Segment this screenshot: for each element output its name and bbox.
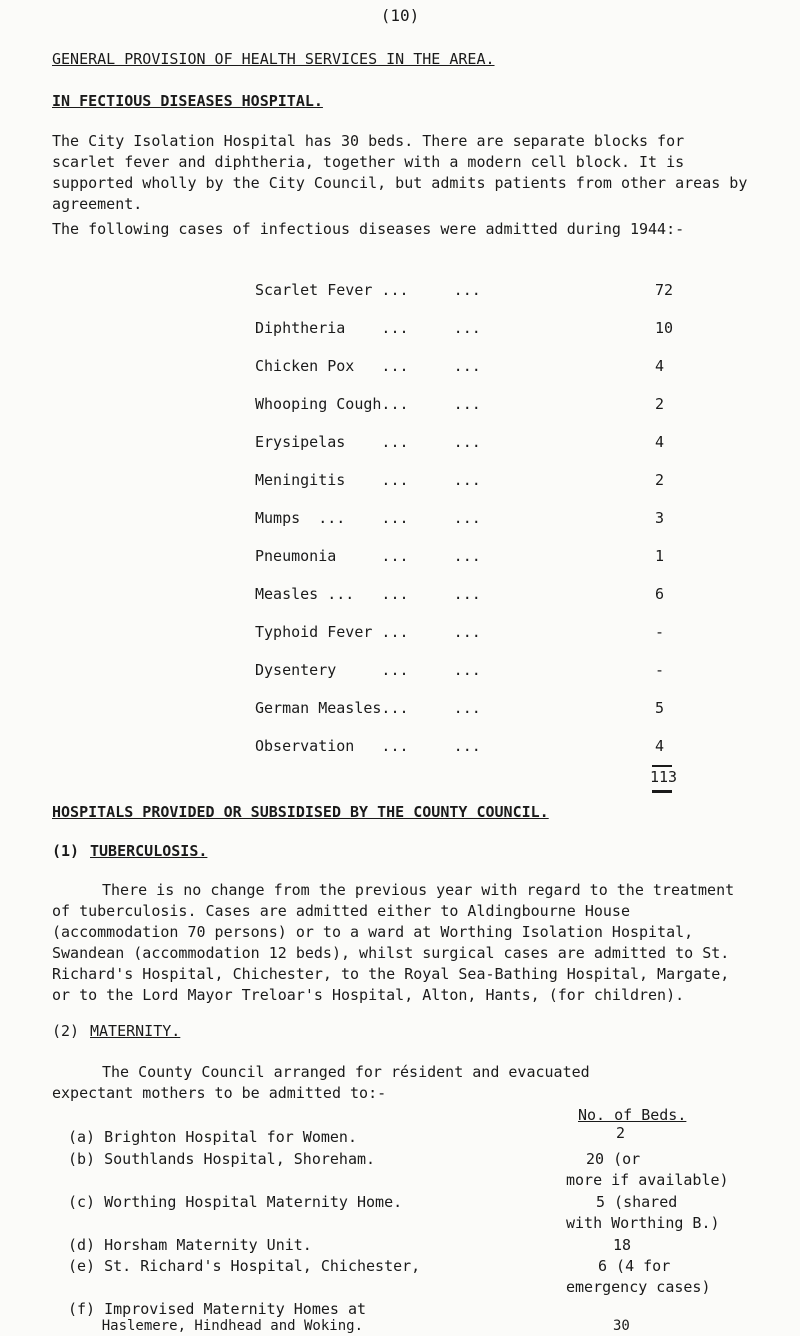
maternity-item-label: (c) Worthing Hospital Maternity Home.	[68, 1193, 403, 1211]
county-heading: HOSPITALS PROVIDED OR SUBSIDISED BY THE COUNTY COUNCIL.	[52, 803, 549, 821]
maternity-para-line2: expectant mothers to be admitted to:-	[52, 1084, 387, 1102]
disease-name: Diphtheria ... ...	[255, 319, 481, 337]
disease-row	[255, 395, 675, 415]
disease-name: Mumps ... ... ...	[255, 509, 481, 527]
disease-name: Typhoid Fever ... ...	[255, 623, 481, 641]
tb-number: (1)	[52, 842, 80, 860]
disease-name: German Measles... ...	[255, 699, 481, 717]
maternity-item-beds-note: with Worthing B.)	[566, 1214, 720, 1232]
maternity-item-label: (d) Horsham Maternity Unit.	[68, 1236, 312, 1254]
disease-count: -	[655, 661, 665, 679]
disease-name: Whooping Cough... ...	[255, 395, 481, 413]
disease-name: Scarlet Fever ... ...	[255, 281, 481, 299]
section-title: GENERAL PROVISION OF HEALTH SERVICES IN THE AREA.	[52, 50, 495, 68]
disease-count: -	[655, 623, 665, 641]
disease-count: 1	[655, 547, 665, 565]
maternity-item-label: (a) Brighton Hospital for Women.	[68, 1128, 357, 1146]
maternity-item-beds: 30	[613, 1318, 630, 1334]
disease-count: 2	[655, 471, 665, 489]
maternity-item-beds-note: more if available)	[566, 1171, 729, 1189]
total-rule	[652, 765, 672, 767]
disease-count: 6	[655, 585, 665, 603]
disease-count: 4	[655, 737, 665, 755]
disease-count: 72	[655, 281, 674, 299]
disease-count: 4	[655, 433, 665, 451]
disease-row	[255, 585, 675, 605]
maternity-item-beds: 5 (shared	[596, 1193, 678, 1211]
total-double-rule	[652, 790, 672, 793]
disease-count: 2	[655, 395, 665, 413]
infectious-heading: IN FECTIOUS DISEASES HOSPITAL.	[52, 92, 323, 110]
disease-total: 113	[650, 768, 678, 786]
disease-name: Meningitis ... ...	[255, 471, 481, 489]
disease-row	[255, 661, 675, 681]
disease-row	[255, 433, 675, 453]
beds-column-heading: No. of Beds.	[578, 1106, 687, 1124]
maternity-item-beds: 6 (4 for	[598, 1257, 671, 1275]
maternity-item-beds: 18	[613, 1236, 632, 1254]
maternity-item-beds: 20 (or	[586, 1150, 641, 1168]
disease-row	[255, 319, 675, 339]
disease-name: Observation ... ...	[255, 737, 481, 755]
maternity-item-beds: 2	[616, 1124, 626, 1142]
maternity-item-label-cont: Haslemere, Hindhead and Woking.	[68, 1318, 364, 1334]
disease-row	[255, 509, 675, 529]
maternity-item-label: (e) St. Richard's Hospital, Chichester,	[68, 1257, 421, 1275]
disease-row	[255, 547, 675, 567]
disease-row	[255, 623, 675, 643]
page-number: (10)	[380, 6, 420, 25]
disease-count: 4	[655, 357, 665, 375]
maternity-item-beds-note: emergency cases)	[566, 1278, 711, 1296]
maternity-item-label: (f) Improvised Maternity Homes at	[68, 1300, 367, 1318]
disease-row	[255, 699, 675, 719]
disease-name: Measles ... ... ...	[255, 585, 481, 603]
isolation-hospital-paragraph: The City Isolation Hospital has 30 beds. There are separate blocks for scarlet fever and diphtheria, together with a modern cell block. It is supported wholly by the City Council, but admits patients from other areas by agreement.	[52, 132, 748, 213]
tb-paragraph: There is no change from the previous year with regard to the treatment of tuberculosis. Cases are admitted either to Aldingbourne House (accommodation 70 persons) or to a ward at Worthing Isolation Hospital, Swandean (accommodation 12 beds), whilst surgical cases are admitted to St. Richard's Hospital, Chichester, to the Royal Sea-Bathing Hospital, Margate, or to the Lord Mayor Treloar's Hospital, Alton, Hants, (for children).	[52, 881, 735, 1004]
disease-name: Erysipelas ... ...	[255, 433, 481, 451]
disease-row	[255, 281, 675, 301]
maternity-para-line1: The County Council arranged for résident and evacuated	[102, 1063, 590, 1081]
disease-row	[255, 471, 675, 491]
disease-name: Dysentery ... ...	[255, 661, 481, 679]
disease-name: Pneumonia ... ...	[255, 547, 481, 565]
disease-count: 10	[655, 319, 674, 337]
disease-row	[255, 357, 675, 377]
disease-name: Chicken Pox ... ...	[255, 357, 481, 375]
cases-intro-paragraph: The following cases of infectious diseases were admitted during 1944:-	[52, 220, 685, 238]
disease-count: 5	[655, 699, 665, 717]
disease-count: 3	[655, 509, 665, 527]
tb-heading: TUBERCULOSIS.	[90, 842, 208, 860]
disease-row	[255, 737, 675, 757]
maternity-number: (2)	[52, 1022, 80, 1040]
maternity-item-label: (b) Southlands Hospital, Shoreham.	[68, 1150, 376, 1168]
maternity-heading: MATERNITY.	[90, 1022, 181, 1040]
